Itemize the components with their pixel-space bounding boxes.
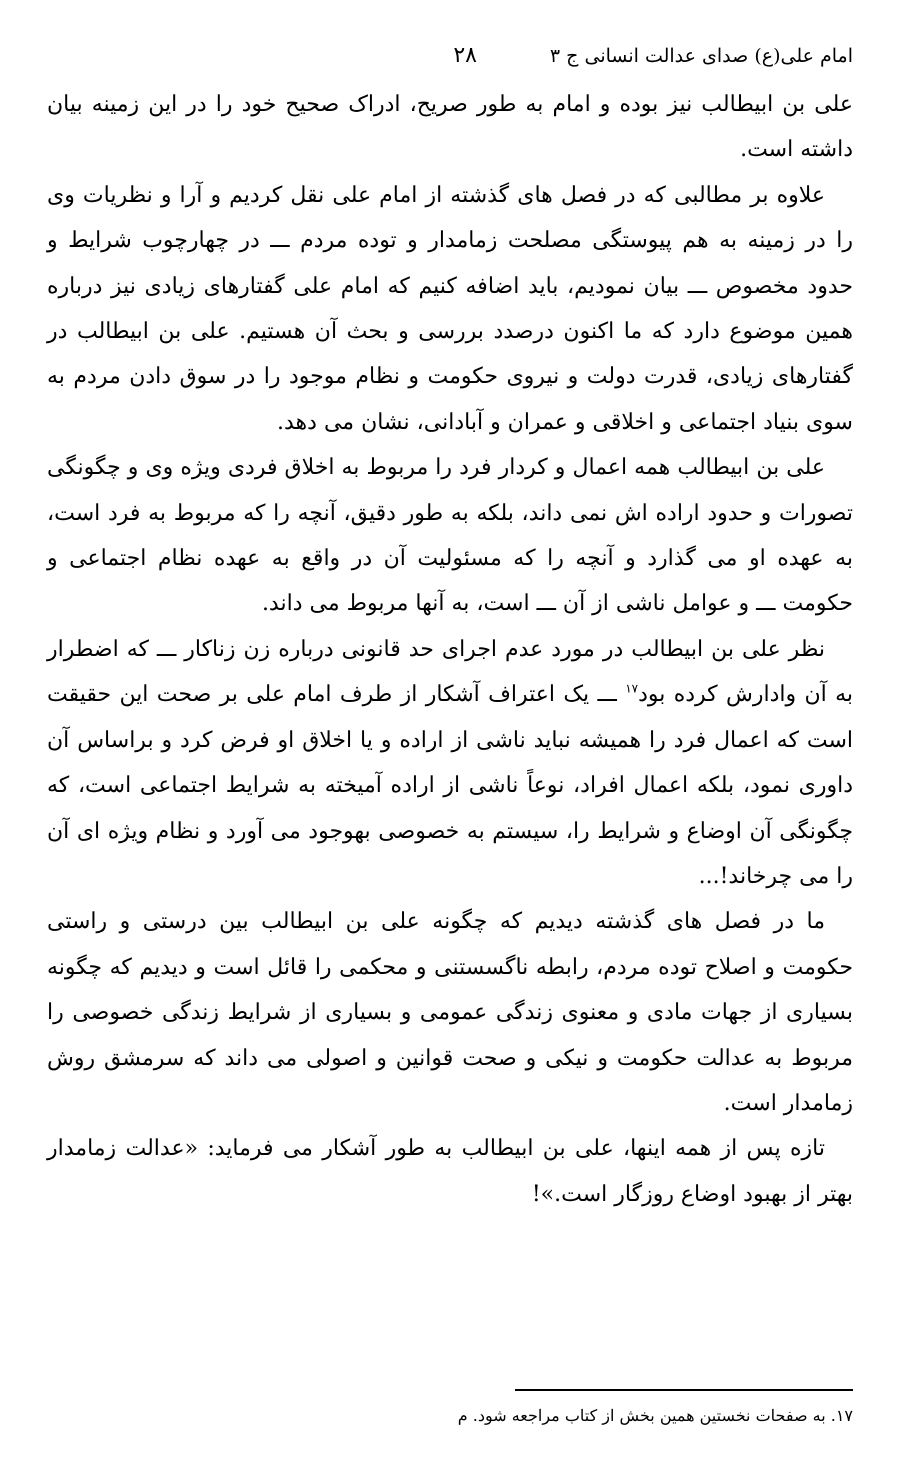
paragraph-5: ما در فصل های گذشته دیدیم که چگونه علی بن ابیطالب بین درستی و راستی حکومت و اصلاح توده مردم، رابطه ناگسستنی و محکمی را قائل است و دیدیم که چگونه بسیاری از جهات مادی و معنوی زندگی عمومی و بسیاری از شرایط زندگی خصوصی را مربوط به عدالت حکومت و نیکی و صحت قوانین و اصولی می داند که سرمشق روش زمامدار است. <box>47 909 853 1116</box>
footnote: ۱۷. به صفحات نخستین همین بخش از کتاب مراجعه شود. م <box>457 1406 853 1425</box>
footnote-reference[interactable]: ۱۷ <box>625 681 639 696</box>
paragraph-4-text-before: نظر علی بن ابیطالب در مورد عدم اجرای حد قانونی درباره زن زناکار ـــ که اضطرار به آن وادارش کرده بود <box>47 636 853 708</box>
paragraph-2: علاوه بر مطالبی که در فصل های گذشته از امام علی نقل کردیم و آرا و نظریات وی را در زمینه به هم پیوستگی مصلحت زمامدار و توده مردم ـــ در چهارچوب شرایط و حدود مخصوص ـــ بیان نمودیم، باید اضافه کنیم که امام علی گفتارهای زیادی نیز درباره همین موضوع دارد که ما اکنون درصدد بررسی و بحث آن هستیم. علی بن ابیطالب در گفتارهای زیادی، قدرت دولت و نیروی حکومت و نظام موجود را در سوق دادن مردم به سوی بنیاد اجتماعی و اخلاقی و عمران و آبادانی، نشان می دهد. <box>47 182 853 435</box>
running-title: امام علی(ع) صدای عدالت انسانی ج ۳ <box>549 45 853 67</box>
paragraph-6: تازه پس از همه اینها، علی بن ابیطالب به طور آشکار می فرماید: «عدالت زمامدار بهتر از بهبود اوضاع روزگار است.»! <box>47 1136 853 1207</box>
paragraph-4 <box>47 627 853 899</box>
paragraph-3: علی بن ابیطالب همه اعمال و کردار فرد را مربوط به اخلاق فردی ویژه وی و چگونگی تصورات و حدود اراده اش نمی داند، بلکه به طور دقیق، آنچه را که مربوط به فرد است، به عهده او می گذارد و آنچه را که مسئولیت آن در واقع به عهده نظام اجتماعی و حکومت ـــ و عوامل ناشی از آن ـــ است، به آنها مربوط می داند. <box>47 455 853 617</box>
footnote-divider <box>515 1389 853 1391</box>
paragraph-1: علی بن ابیطالب نیز بوده و امام به طور صریح، ادراک صحیح خود را در این زمینه بیان داشته است. <box>47 92 853 163</box>
body-text <box>47 82 853 1217</box>
paragraph-4-text-after: ـــ یک اعتراف آشکار از طرف امام علی بر صحت این حقیقت است که اعمال فرد را همیشه نباید ناشی از اراده و یا اخلاق او فرض کرد و براساس آن داوری نمود، بلکه اعمال افراد، نوعاً ناشی از اراده آمیخته به شرایط اجتماعی است، که چگونگی آن اوضاع و شرایط را، سیستم به خصوصی بهوجود می آورد و نظام ویژه ای آن را می چرخاند!... <box>47 682 853 889</box>
page-number: ۲۸ <box>453 43 477 68</box>
page-header <box>47 36 853 76</box>
